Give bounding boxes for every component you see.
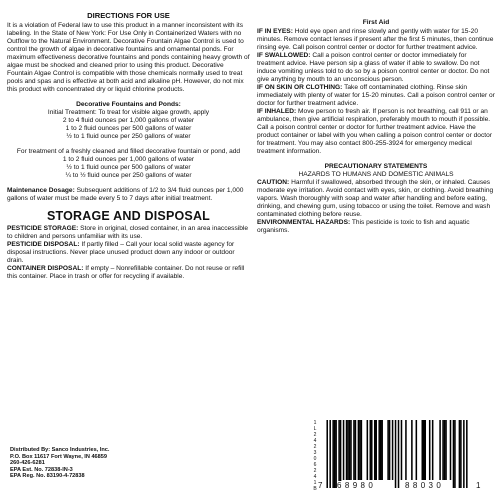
first-aid-title: First Aid	[362, 19, 390, 26]
barcode-bar	[422, 420, 424, 480]
barcode-bar	[453, 420, 455, 488]
side-code-char: 6	[313, 462, 317, 468]
barcode-bar	[335, 420, 337, 488]
pesticide-storage-text: Store in original, closed container, in an area inaccessible to children and persons unfamiliar with its use.	[7, 225, 249, 240]
left-column	[7, 8, 250, 281]
inhaled-text: Move person to fresh air. If person is not breathing, call 911 or an ambulance, then give artificial respiration, preferably mouth to mouth if possible. Call a poison control center or doctor for further treatment advice. Have the product container or label with you when calling a poison control center or doctor for treatment. You may also contact 800-255-3924 for emergency medical treatment information.	[257, 108, 492, 155]
hazards-title: HAZARDS TO HUMANS AND DOMESTIC ANIMALS	[298, 171, 454, 178]
barcode-bar	[367, 420, 369, 480]
side-code-char: 3	[313, 450, 317, 456]
caution-label: CAUTION:	[257, 179, 290, 186]
barcode-bar	[381, 420, 383, 480]
side-code-char: 4	[313, 474, 317, 480]
pesticide-storage	[7, 225, 250, 241]
environmental-label: ENVIRONMENTAL HAZARDS:	[257, 219, 351, 226]
upc-check-digit: 1	[476, 481, 481, 490]
barcode-bar	[326, 420, 328, 488]
side-code-char: 1	[313, 480, 317, 486]
side-code-char: 1	[313, 420, 317, 426]
barcode-bar	[338, 420, 340, 488]
barcode-bar	[442, 420, 444, 480]
right-column	[257, 8, 495, 235]
barcode-bar	[370, 420, 372, 480]
barcode-bar	[343, 420, 345, 480]
barcode-bar	[454, 420, 456, 488]
directions-text: It is a violation of Federal law to use this product in a manner inconsistent with its labeling. In the State of New York: For Use Only in Containerized Waters with no Outflow to the Natural Environment. Decorative Fountain Algae Control is used to control the growth of algae in decorative fountains and ornamental ponds. For maximum effectiveness decorative fountains and ponds containing heavy growth of algae must be shocked and cleaned prior to using this product. Decorative Fountain Algae Control is compatible with those chemicals normally used to treat pools and spas and is effective at both acid and alkaline pH. However, do not mix this product with concentrated dry or liquid chlorine products.	[7, 22, 250, 93]
side-code-char: L	[313, 426, 317, 432]
barcode-bar	[340, 420, 342, 488]
barcode-bar	[375, 420, 377, 480]
barcode-bar	[355, 420, 357, 480]
initial-line: 1 to 2 fluid ounces per 500 gallons of water	[65, 125, 192, 132]
upc-left-digits: 68980	[337, 481, 377, 490]
skin-label: IF ON SKIN OR CLOTHING:	[257, 84, 343, 91]
barcode-bar	[460, 420, 462, 488]
inhaled-label: IF INHALED:	[257, 108, 297, 115]
container-disposal-text: If empty – Nonrefillable container. Do not reuse or refill this container. Place in trash or offer for recycling if available.	[7, 265, 245, 280]
swallowed-label: IF SWALLOWED:	[257, 52, 311, 59]
barcode-bar	[359, 420, 361, 480]
barcode-bar	[439, 420, 441, 480]
barcode-bar	[371, 420, 373, 480]
distributor-line: P.O. Box 11617 Fort Wayne, IN 46859	[10, 453, 108, 460]
initial-line: ½ to 1 fluid ounce per 250 gallons of water	[66, 133, 191, 140]
barcode-bar	[398, 420, 400, 488]
barcode-bar	[432, 420, 434, 480]
environmental-section	[257, 219, 495, 235]
fresh-line: 1 to 2 fluid ounces per 1,000 gallons of water	[62, 156, 195, 163]
eyes-label: IF IN EYES:	[257, 28, 293, 35]
side-code-char: 4	[313, 438, 317, 444]
container-disposal-label: CONTAINER DISPOSAL:	[7, 265, 84, 272]
storage-title: STORAGE AND DISPOSAL	[46, 209, 211, 223]
barcode-bar	[378, 420, 380, 480]
maintenance-text: Subsequent additions of 1/2 to 3/4 fluid ounces per 1,000 gallons of water must be made every 5 to 7 days after initial treatment.	[7, 187, 244, 202]
initial-treatment: Initial Treatment: To treat for visible algae growth, apply	[47, 109, 210, 116]
pesticide-disposal-label: PESTICIDE DISPOSAL:	[7, 241, 80, 248]
skin-text: Take off contaminated clothing. Rinse skin immediately with plenty of water for 15-20 minutes. Call a poison control center or doctor for further treatment advice.	[257, 84, 495, 107]
side-code-char: B	[313, 486, 317, 492]
barcode-bar	[358, 420, 360, 480]
barcode-bar	[361, 420, 363, 480]
swallowed-section	[257, 52, 495, 84]
barcode-bar	[445, 420, 447, 480]
pesticide-disposal-text: If partly filled – Call your local solid waste agency for disposal instructions. Never place unused product down any indoor or outdoor drain.	[7, 241, 235, 264]
distributor-line: 260-426-6281	[10, 460, 45, 467]
barcode-bar	[389, 420, 391, 480]
upc-barcode	[322, 420, 472, 490]
pesticide-storage-label: PESTICIDE STORAGE:	[7, 225, 79, 232]
fresh-intro: For treatment of a freshly cleaned and filled decorative fountain or pond, add	[16, 148, 241, 155]
barcode-bar	[463, 420, 465, 488]
barcode-bar	[459, 420, 461, 488]
precautionary-title: PRECAUTIONARY STATEMENTS	[324, 163, 428, 170]
barcode-bar	[423, 420, 425, 480]
barcode-bar	[416, 420, 418, 480]
side-code-char: 0	[313, 456, 317, 462]
barcode-bar	[411, 420, 413, 480]
side-code-char: 2	[313, 444, 317, 450]
environmental-text: This pesticide is toxic to fish and aquatic organisms.	[257, 219, 470, 234]
fresh-line: ½ to 1 fluid ounce per 500 gallons of water	[66, 164, 191, 171]
barcode-bar	[350, 420, 352, 480]
barcode-bar	[395, 420, 397, 488]
barcode-bar	[349, 420, 351, 480]
maintenance-label: Maintenance Dosage:	[7, 187, 75, 194]
directions-title: DIRECTIONS FOR USE	[87, 11, 170, 20]
barcode-bar	[424, 420, 426, 480]
inhaled-section	[257, 108, 495, 156]
barcode-bar	[429, 420, 431, 480]
side-code-char: 2	[313, 468, 317, 474]
barcode-bar	[405, 420, 407, 480]
eyes-text: Hold eye open and rinse slowly and gently with water for 15-20 minutes. Remove contact lenses if present after the first 5 minutes, then continue rinsing eye. Call poison control center or doctor for further treatment advice.	[257, 28, 494, 51]
swallowed-text: Call a poison control center or doctor immediately for treatment advice. Have person sip a glass of water if able to swallow. Do not induce vomiting unless told to do so by a poison control center or doctor. Do not give anything by mouth to an unconscious person.	[257, 52, 490, 83]
barcode-bar	[466, 420, 468, 488]
barcode-bar	[346, 420, 348, 480]
barcode-bar	[329, 420, 331, 488]
fresh-line: ¼ to ½ fluid ounce per 250 gallons of water	[65, 172, 192, 179]
barcode-bar	[374, 420, 376, 480]
caution-section	[257, 179, 495, 219]
barcode-bar	[401, 420, 403, 480]
barcode-bar	[380, 420, 382, 480]
distributor-line: EPA Est. No. 72838-IN-3	[10, 466, 73, 473]
barcode-bar	[332, 420, 334, 488]
barcode-bar	[334, 420, 336, 488]
side-code-char: 2	[313, 432, 317, 438]
barcode-bar	[392, 420, 394, 480]
fountains-title: Decorative Fountains and Ponds:	[76, 101, 181, 108]
barcode-bar	[347, 420, 349, 480]
barcode-bar	[444, 420, 446, 480]
distributor-line: EPA Reg. No. 83190-4-72838	[10, 473, 85, 480]
container-disposal	[7, 265, 250, 281]
distributor-info	[10, 447, 109, 480]
initial-line: 2 to 4 fluid ounces per 1,000 gallons of water	[62, 117, 195, 124]
caution-text: Harmful if swallowed, absorbed through the skin, or inhaled. Causes moderate eye irritation. Avoid contact with eyes, skin, or clothing. Avoid breathing vapors. Wash thoroughly with soap and water after handling and before eating, drinking, and chewing gum, using tobacco or using the toilet. Remove and wash contaminated clothing before reuse.	[257, 179, 494, 218]
skin-section	[257, 84, 495, 108]
upc-right-digits: 88030	[405, 481, 445, 490]
pesticide-disposal	[7, 241, 250, 265]
distributor-line: Distributed By: Sanco Industries, Inc.	[10, 447, 110, 453]
barcode-bar	[387, 420, 389, 480]
maintenance-dosage	[7, 187, 250, 203]
barcode-bar	[450, 420, 452, 480]
eyes-section	[257, 28, 495, 52]
barcode-bar	[353, 420, 355, 480]
upc-number-system: 7	[318, 481, 323, 490]
